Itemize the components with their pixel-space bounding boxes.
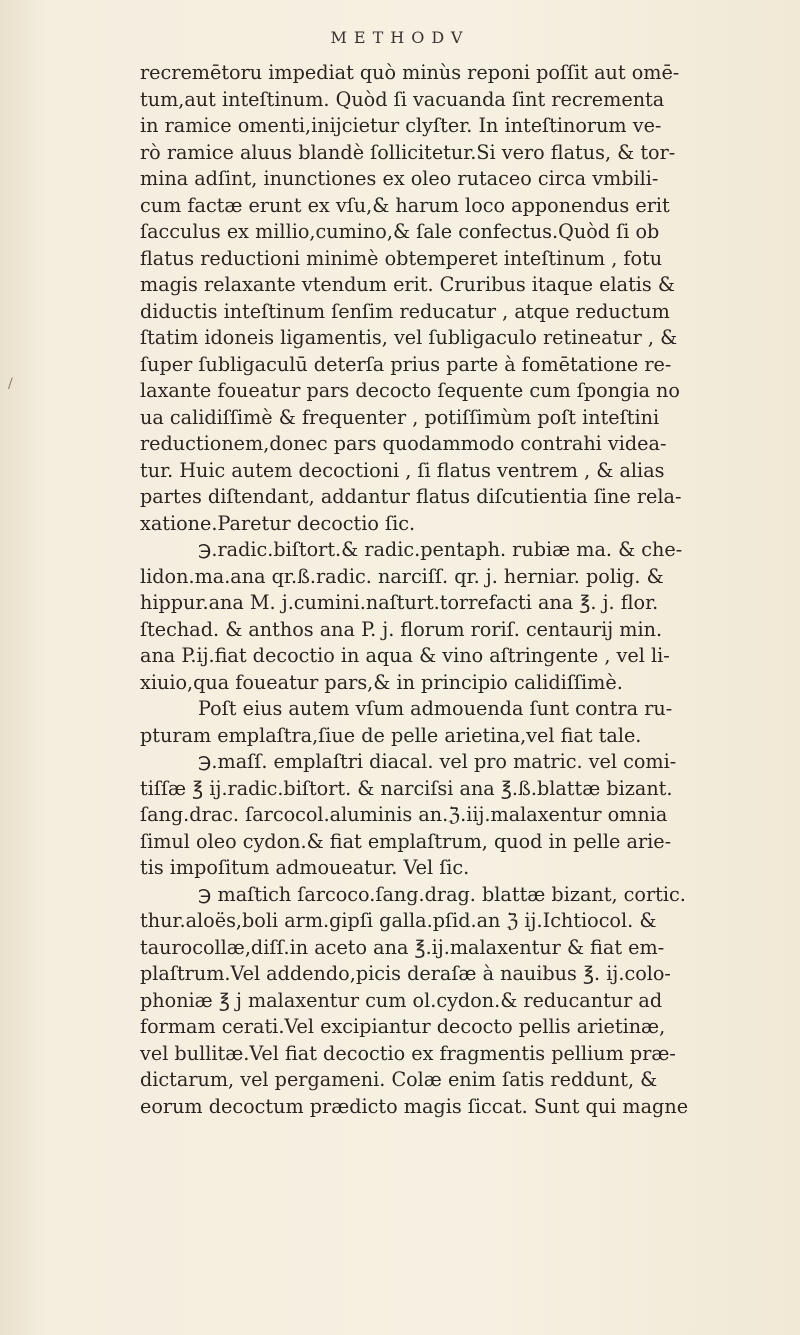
text-line: mina adſint, inunctiones ex oleo rutaceo circa vmbili- (140, 167, 659, 190)
text-line: lidon.ma.ana qr.ß.radic. narciſſ. qr. j. herniar. polig. & (140, 564, 664, 588)
text-line: partes diſtendant, addantur flatus diſcutientia ſine rela- (140, 485, 682, 508)
text-line: ua calidiſſimè & frequenter , potiſſimùm poſt inteſtini (140, 405, 660, 429)
text-line: rò ramice aluus blandè ſollicitetur.Si vero flatus, & tor- (140, 140, 676, 164)
text-line: recremētoru impediat quò minùs reponi poſſit aut omē- (140, 61, 680, 84)
text-line: ſtechad. & anthos ana P. j. florum roriſ. centaurij min. (140, 617, 663, 641)
running-head: METHODV (330, 28, 470, 47)
text-line: cum factæ erunt ex vſu,& harum loco apponendus erit (140, 193, 670, 217)
text-line: ſacculus ex millio,cumino,& ſale confectus.Quòd ſi ob (140, 220, 660, 243)
text-line: laxante foueatur pars decocto ſequente cum ſpongia no (140, 379, 680, 402)
text-line: magis relaxante vtendum erit. Cruribus itaque elatis & (140, 273, 675, 296)
text-line: ſimul oleo cydon.& fiat emplaſtrum, quod in pelle arie- (140, 829, 672, 853)
text-line: ſtatim idoneis ligamentis, vel ſubligaculo retineatur , & (140, 326, 678, 349)
text-line: ſang.drac. ſarcocol.aluminis an.ℨ.iij.malaxentur omnia (140, 803, 668, 826)
text-line: xiuio,qua foueatur pars,& in principio calidiſſimè. (140, 670, 623, 694)
text-line: tur. Huic autem decoctioni , ſi flatus ventrem , & alias (140, 458, 665, 482)
text-line: dictarum, vel pergameni. Colæ enim ſatis reddunt, & (140, 1068, 658, 1091)
text-line: ℈ maſtich ſarcoco.ſang.drag. blattæ bizant, cortic. (198, 882, 686, 906)
text-line: hippur.ana M. j.cumini.naſturt.torrefacti ana ℥. j. flor. (140, 591, 659, 614)
margin-mark: / (8, 376, 13, 392)
text-line: tiſſæ ℥ ij.radic.biſtort. & narciſsi ana ℥.ß.blattæ bizant. (140, 776, 673, 800)
body-text (140, 60, 790, 1120)
text-line: Poſt eius autem vſum admouenda ſunt contra ru- (198, 697, 673, 720)
text-line: eorum decoctum prædicto magis ſiccat. Sunt qui magne (140, 1094, 689, 1118)
text-line: taurocollæ,diſſ.in aceto ana ℥.ij.malaxentur & fiat em- (140, 935, 665, 959)
text-line: thur.aloës,boli arm.gipſi galla.pſid.an ℨ ij.Ichtiocol. & (140, 909, 657, 932)
text-line: formam cerati.Vel excipiantur decocto pellis arietinæ, (140, 1015, 666, 1038)
text-line: ſuper ſubligaculū deterſa prius parte à fomētatione re- (140, 352, 672, 376)
text-line: diductis inteſtinum ſenſim reducatur , atque reductum (140, 299, 670, 323)
text-line: tis impoſitum admoueatur. Vel ſic. (140, 856, 470, 879)
text-line: pturam emplaſtra,ſiue de pelle arietina,vel fiat tale. (140, 723, 642, 747)
text-line: ana P.ij.fiat decoctio in aqua & vino aſtringente , vel li- (140, 644, 670, 667)
text-line: vel bullitæ.Vel fiat decoctio ex fragmentis pellium præ- (140, 1041, 676, 1065)
text-line: xatione.Paretur decoctio ſic. (140, 511, 416, 535)
text-line: reductionem,donec pars quodammodo contrahi videa- (140, 432, 667, 455)
text-line: plaſtrum.Vel addendo,picis deraſæ à nauibus ℥. ij.colo- (140, 962, 671, 985)
text-line: ℈.radic.biſtort.& radic.pentaph. rubiæ ma. & che- (198, 538, 683, 561)
text-line: phoniæ ℥ j malaxentur cum ol.cydon.& reducantur ad (140, 988, 663, 1012)
text-line: ℈.maſſ. emplaſtri diacal. vel pro matric. vel comi- (198, 750, 677, 773)
text-line: in ramice omenti,inijcietur clyſter. In inteſtinorum ve- (140, 114, 662, 137)
text-line: tum,aut inteſtinum. Quòd ſi vacuanda ſint recrementa (140, 87, 665, 111)
text-line: flatus reductioni minimè obtemperet inteſtinum , fotu (140, 246, 663, 270)
